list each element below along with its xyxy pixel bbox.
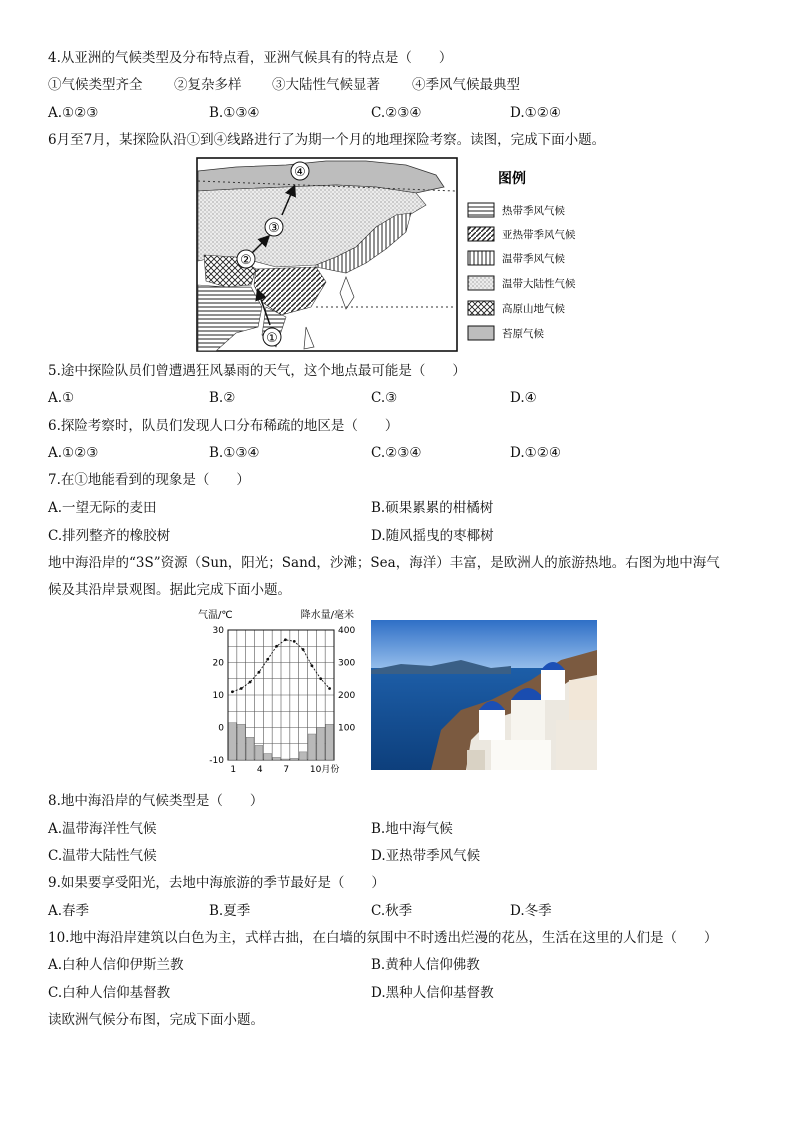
svg-text:③: ③ [268,221,280,236]
q8-stem: 8.地中海沿岸的气候类型是（ ） [48,793,264,809]
route-point-4 [291,162,309,180]
svg-text:苔原气候: 苔原气候 [502,328,544,340]
y-left-tick-label: -10 [209,756,224,766]
y-left-tick-label: 20 [212,658,224,669]
q4-option-a[interactable]: A.①②③ [48,105,99,121]
q9-option-c[interactable]: C.秋季 [371,903,413,919]
svg-text:温带季风气候: 温带季风气候 [502,253,565,265]
x-tick-label: 4 [256,765,263,775]
mediterranean-coast-photo [371,620,597,770]
legend-plateau-mountain [468,301,565,315]
y-right-tick-label: 300 [338,658,356,669]
q10-option-d[interactable]: D.黑种人信仰基督教 [371,985,494,1001]
precip-bar-5 [264,754,272,761]
q10-stem: 10.地中海沿岸建筑以白色为主，式样古拙，在白墙的氛围中不时透出烂漫的花丛，生活在这里的人们是（ ） [48,930,718,946]
route-point-3 [265,218,283,236]
temperature-point-9 [302,648,305,651]
q7-option-d[interactable]: D.随风摇曳的枣椰树 [371,528,494,544]
q4-statement-1: ①气候类型齐全 [48,77,143,93]
svg-text:亚热带季风气候: 亚热带季风气候 [502,229,576,241]
climate-chart [196,606,360,782]
svg-text:①: ① [266,331,278,346]
q7-option-b[interactable]: B.硕果累累的柑橘树 [371,500,494,516]
q10-option-c[interactable]: C.白种人信仰基督教 [48,985,171,1001]
chart-ylabel-left: 气温/℃ [198,610,233,621]
intro-asia-expedition: 6月至7月，某探险队沿①到④线路进行了为期一个月的地理探险考察。读图，完成下面小题。 [48,132,606,148]
legend-temperate-continental [468,276,576,290]
precip-bar-2 [237,724,245,760]
q5-stem: 5.途中探险队员们曾遭遇狂风暴雨的天气，这个地点最可能是（ ） [48,363,466,379]
temperature-point-4 [258,671,261,674]
q6-option-b[interactable]: B.①③④ [209,445,260,461]
precip-bar-10 [308,734,316,760]
q10-option-b[interactable]: B.黄种人信仰佛教 [371,957,480,973]
q5-option-c[interactable]: C.③ [371,390,398,406]
q6-option-d[interactable]: D.①②④ [510,445,561,461]
precip-bar-7 [282,759,290,760]
temperature-point-6 [275,645,278,648]
y-right-tick-label: 100 [338,723,356,734]
temperature-point-7 [284,638,287,641]
legend-subtropical-monsoon [468,227,576,241]
svg-text:②: ② [240,253,252,268]
y-left-tick-label: 10 [212,691,224,701]
intro-europe-climate: 读欧洲气候分布图，完成下面小题。 [48,1012,264,1028]
temperature-point-2 [240,687,243,690]
precip-bar-8 [290,758,298,760]
temperature-point-11 [319,677,322,680]
temperature-point-12 [328,687,331,690]
q10-option-a[interactable]: A.白种人信仰伊斯兰教 [48,957,184,973]
svg-text:④: ④ [294,165,306,180]
q7-option-c[interactable]: C.排列整齐的橡胶树 [48,528,171,544]
q6-stem: 6.探险考察时，队员们发现人口分布稀疏的地区是（ ） [48,418,399,434]
temperature-point-10 [311,664,314,667]
q8-option-b[interactable]: B.地中海气候 [371,821,453,837]
q4-statement-4: ④季风气候最典型 [412,77,520,93]
q8-option-a[interactable]: A.温带海洋性气候 [48,821,157,837]
q8-option-c[interactable]: C.温带大陆性气候 [48,848,157,864]
q7-stem: 7.在①地能看到的现象是（ ） [48,472,250,488]
y-right-tick-label: 200 [338,691,356,701]
y-left-tick-label: 30 [212,626,224,636]
chart-ylabel-right: 降水量/毫米 [300,610,354,621]
q9-option-a[interactable]: A.春季 [48,903,90,919]
temperature-point-5 [266,658,269,661]
precip-bar-6 [273,757,281,760]
precip-bar-9 [299,752,307,760]
precip-bar-4 [255,745,263,760]
q9-option-b[interactable]: B.夏季 [209,903,251,919]
q4-option-c[interactable]: C.②③④ [371,105,422,121]
legend-tundra [468,326,544,340]
q4-option-d[interactable]: D.①②④ [510,105,561,121]
y-left-tick-label: 0 [218,723,224,734]
legend-temperate-monsoon [468,251,565,265]
q5-option-d[interactable]: D.④ [510,390,537,406]
precip-bar-12 [326,724,334,760]
legend-title: 图例 [498,171,526,187]
svg-text:温带大陆性气候: 温带大陆性气候 [502,278,576,290]
intro-mediterranean-line2: 候及其沿岸景观图。据此完成下面小题。 [48,582,291,598]
temperature-point-8 [293,640,296,643]
x-tick-label: 7 [283,765,290,775]
q5-option-b[interactable]: B.② [209,390,236,406]
q7-option-a[interactable]: A.一望无际的麦田 [48,500,157,516]
x-tick-label: 10月份 [309,765,340,775]
asia-climate-map [196,157,594,353]
q6-option-c[interactable]: C.②③④ [371,445,422,461]
route-point-1 [263,328,281,346]
temperature-point-1 [231,690,234,693]
q4-statement-3: ③大陆性气候显著 [272,77,380,93]
q4-stem: 4.从亚洲的气候类型及分布特点看，亚洲气候具有的特点是（ ） [48,50,453,66]
y-right-tick-label: 400 [338,626,356,636]
q4-statement-2: ②复杂多样 [174,77,242,93]
q6-option-a[interactable]: A.①②③ [48,445,99,461]
route-point-2 [237,250,255,268]
q5-option-a[interactable]: A.① [48,390,75,406]
precip-bar-3 [246,737,254,760]
q8-option-d[interactable]: D.亚热带季风气候 [371,848,481,864]
legend-tropical-monsoon [468,203,565,217]
temperature-point-3 [249,681,252,684]
q4-option-b[interactable]: B.①③④ [209,105,260,121]
intro-mediterranean-line1: 地中海沿岸的“3S”资源（Sun，阳光；Sand，沙滩；Sea，海洋）丰富，是欧洲人的旅游热地。右图为地中海气 [48,555,720,571]
svg-text:热带季风气候: 热带季风气候 [502,205,565,217]
precip-bar-11 [317,728,325,761]
svg-text:高原山地气候: 高原山地气候 [502,303,565,315]
precip-bar-1 [229,723,237,760]
q9-option-d[interactable]: D.冬季 [510,903,552,919]
q9-stem: 9.如果要享受阳光，去地中海旅游的季节最好是（ ） [48,875,385,891]
x-tick-label: 1 [230,765,237,775]
